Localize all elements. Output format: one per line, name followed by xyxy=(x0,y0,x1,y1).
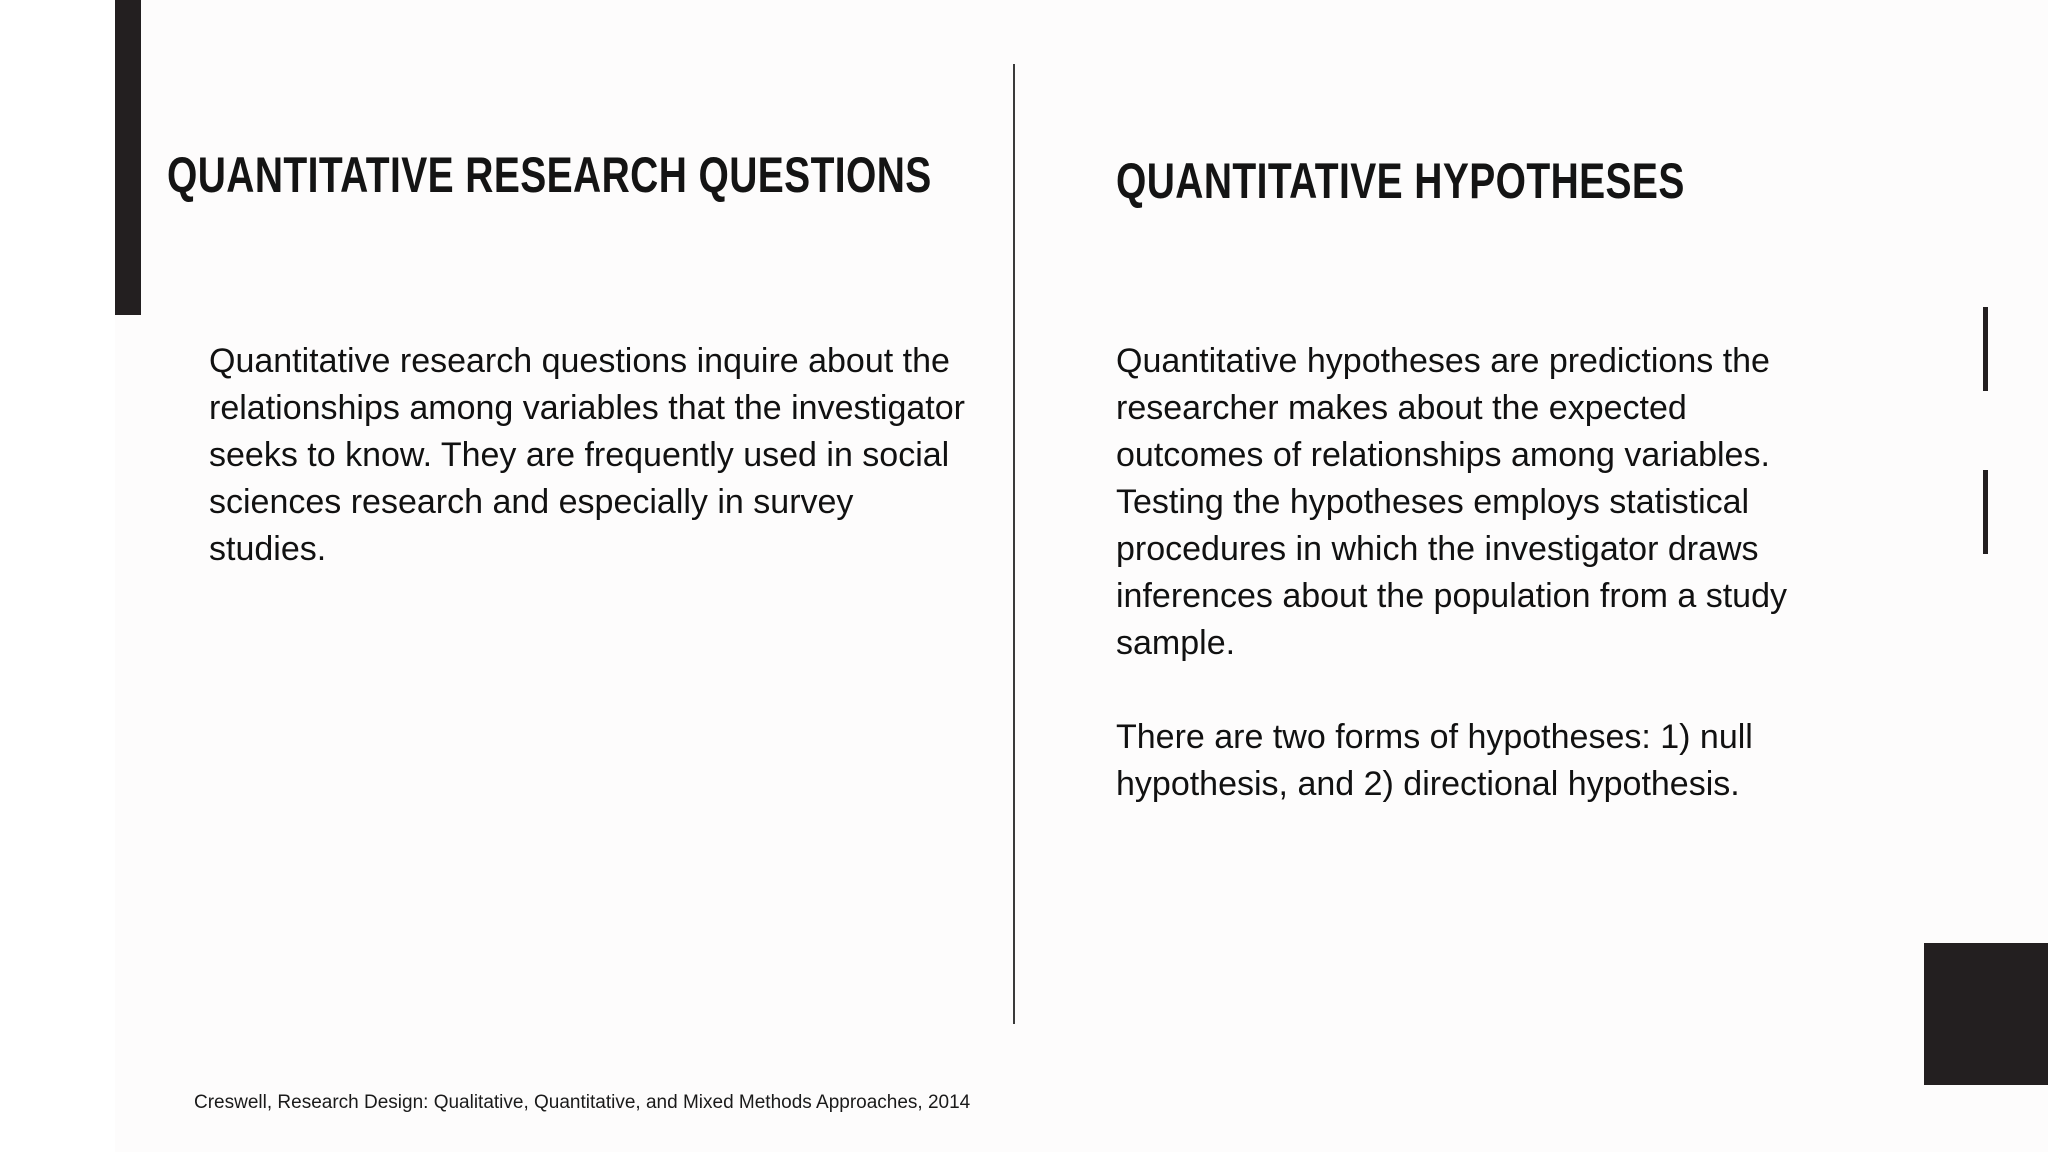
paragraph-spacer xyxy=(1116,667,1836,714)
left-heading: QUANTITATIVE RESEARCH QUESTIONS xyxy=(167,147,932,203)
corner-block xyxy=(1924,943,2048,1085)
decorative-tick-top xyxy=(1983,307,1988,391)
accent-bar xyxy=(115,0,141,315)
decorative-tick-bottom xyxy=(1983,470,1988,554)
citation: Creswell, Research Design: Qualitative, Quantitative, and Mixed Methods Approaches, 2014 xyxy=(194,1092,971,1113)
right-paragraph-1: Quantitative hypotheses are predictions the researcher makes about the expected outcomes of relationships among variables. Testing the hypotheses employs statistical procedures in which the investigator draws inferences about the population from a study sample. xyxy=(1116,342,1787,662)
right-paragraph-2: There are two forms of hypotheses: 1) null hypothesis, and 2) directional hypothesis. xyxy=(1116,718,1753,803)
right-body-text xyxy=(1116,338,1836,808)
right-heading: QUANTITATIVE HYPOTHESES xyxy=(1116,153,1685,209)
left-body-text: Quantitative research questions inquire about the relationships among variables that the investigator seeks to know. They are frequently used in social sciences research and especially in survey studies. xyxy=(209,342,965,568)
left-margin-strip xyxy=(0,0,115,1152)
column-divider xyxy=(1013,64,1015,1024)
